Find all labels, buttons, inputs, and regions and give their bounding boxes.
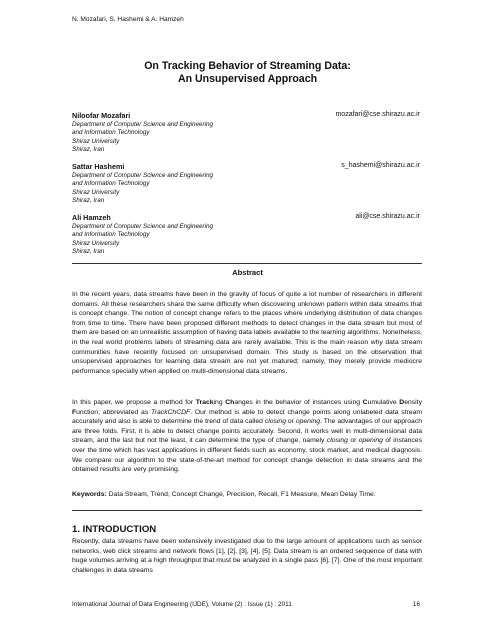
author-name: Sattar Hashemi xyxy=(72,162,125,171)
running-head: N. Mozafari, S. Hashemi & A. Hamzeh xyxy=(72,16,184,23)
text-run: unction; abbreviated as xyxy=(76,408,152,416)
author-name: Ali Hamzeh xyxy=(72,213,111,222)
paper-title-line-1: On Tracking Behavior of Streaming Data: xyxy=(144,60,351,72)
author-name: Niloofar Mozafari xyxy=(72,111,131,120)
affiliation-line: Department of Computer Science and Engineering xyxy=(72,223,214,230)
text-run: of instances over the time which has vast applications in different fields such as economy, stock market, and medical diagnosis. We compare our algorithm to the state-of-the-art method for concept change detection in data streams and the obtained results are very promising. xyxy=(72,437,422,474)
affiliation-line: and Information Technology xyxy=(72,129,150,137)
section-heading: 1. INTRODUCTION xyxy=(72,524,157,535)
keywords xyxy=(72,491,422,498)
paper-title-line-2: An Unsupervised Approach xyxy=(177,73,318,85)
author-affiliation xyxy=(72,172,213,205)
affiliation-line: Department of Computer Science and Engineering xyxy=(72,121,214,128)
affiliation-line: Shiraz, Iran xyxy=(72,196,105,204)
keywords-label: Keywords: xyxy=(72,491,107,498)
affiliation-line: Shiraz, Iran xyxy=(72,145,105,153)
author-email: s_hashemi@shirazu.ac.ir xyxy=(341,162,420,169)
text-run: ensity xyxy=(404,399,422,406)
author-email: ali@cse.shirazu.ac.ir xyxy=(355,213,420,220)
text-run-bold: C xyxy=(362,399,368,406)
affiliation-line: Shiraz, Iran xyxy=(72,247,105,255)
text-run-bold: Track xyxy=(195,399,214,406)
author-affiliation xyxy=(72,121,213,154)
keywords-text: Data Stream, Trend, Concept Change, Precision, Recall, F1 Measure, Mean Delay Time. xyxy=(108,491,376,498)
text-run: In this paper, we propose a method for xyxy=(72,399,196,406)
footer-page-number: 16 xyxy=(412,601,420,608)
text-run-italic: closing xyxy=(326,437,348,445)
abstract-paragraph-1: In the recent years, data streams have been in the gravity of focus of quite a lot number of researchers in different domains. All these researchers share the same difficulty when discovering unknown pattern within data streams that is concept change. The notion of concept change refers to the places where underlying distribution of data changes from time to time. There have been proposed different methods to detect changes in the data stream but most of them are based on an unrealistic assumption of having data labels available to the learning algorithms. Nonetheless, in the real world problems labels of streaming data are rarely available. This is the main reason why data stream communities have recently focused on unsupervised domain. This study is based on the observation that unsupervised approaches for learning data stream are not yet matured; namely, they merely provide mediocre performance specially when applied on multi-dimensional data streams. xyxy=(72,291,422,375)
footer-journal: International Journal of Data Engineering (IJDE), Volume (2) : Issue (1) : 2011 xyxy=(72,601,292,608)
text-run: or xyxy=(347,437,359,445)
text-run-bold: D xyxy=(399,399,405,406)
abstract-top-rule xyxy=(72,263,422,264)
affiliation-line: Shiraz University xyxy=(72,239,120,247)
keywords-bottom-rule xyxy=(72,510,422,511)
abstract-heading: Abstract xyxy=(232,268,263,277)
text-run-italic: TrackChCDF xyxy=(151,408,191,416)
affiliation-line: and Information Technology xyxy=(72,231,150,239)
text-run: or xyxy=(286,418,296,426)
affiliation-line: Department of Computer Science and Engineering xyxy=(72,172,214,179)
affiliation-line: Shiraz University xyxy=(72,188,120,196)
text-run-italic: opening xyxy=(295,418,321,426)
text-run-italic: closing xyxy=(264,418,286,426)
text-run: . The advantages of our approach are three folds. First, it is able to detect change points accurately. Second, it works well in multi-dimensional data stream, and the last but not the least, it can determine the type of change, namely xyxy=(72,418,422,445)
text-run-bold: F xyxy=(72,408,77,416)
text-run: ing xyxy=(213,399,226,406)
affiliation-line: Shiraz University xyxy=(72,137,120,145)
author-email: mozafari@cse.shirazu.ac.ir xyxy=(335,111,420,118)
abstract-paragraph-2 xyxy=(72,398,422,475)
text-run: . Our method is able to detect change points along unlabeled data stream accurately and also is able to determine the trend of data called xyxy=(72,408,423,426)
introduction-paragraph: Recently, data streams have been extensively investigated due to the large amount of applications such as sensor networks, web click streams and network flows [1], [2], [3], [4], [5]. Data stream is an ordered sequence of data with huge volumes arriving at a high throughput that must be analyzed in a single pass [6], [7]. One of the most important challenges in data streams xyxy=(72,538,422,574)
affiliation-line: and Information Technology xyxy=(72,180,150,188)
text-run-italic: opening xyxy=(358,437,383,445)
text-run-bold: Ch xyxy=(225,399,235,406)
text-run: anges in the behavior of instances using xyxy=(234,399,363,406)
text-run: umulative xyxy=(367,399,400,406)
author-affiliation xyxy=(72,223,213,256)
